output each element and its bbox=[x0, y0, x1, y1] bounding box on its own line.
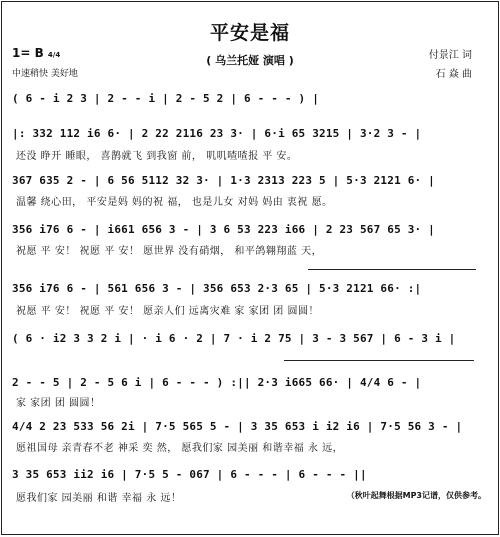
score-line-5-notes: 356 i76 6 - | 561 656 3 - | 356 653 2·3 65 | 5·3 2121 66· :| bbox=[12, 282, 422, 295]
score-line-7-notes: 2 - - 5 | 2 - 5 6 i | 6 - - - ) :|| 2·3 i665 66· | 4/4 6 - | bbox=[12, 376, 422, 389]
score-line-8-notes: 4/4 2 23 533 56 2i | 7·5 565 5 - | 3 35 653 i i2 i6 | 7·5 56 3 - | bbox=[12, 420, 463, 433]
lyricist-credit: 付景江 词 bbox=[428, 50, 472, 61]
score-line-9-notes: 3 35 653 ii2 i6 | 7·5 5 - 067 | 6 - - - | 6 - - - || bbox=[12, 468, 367, 481]
score-line-4-lyrics: 祝愿 平 安！ 祝愿 平 安！ 愿世界 没有硝烟， 和平鸽翱翔蓝 天， bbox=[16, 246, 323, 257]
key-value: 1= B bbox=[12, 46, 44, 60]
score-line-1-notes: ( 6 - i 2 3 | 2 - - i | 2 - 5 2 | 6 - - - ) | bbox=[12, 92, 320, 105]
score-line-2-notes: |: 332 112 i6 6· | 2 22 2116 23 3· | 6·i 65 3215 | 3·2 3 - | bbox=[12, 127, 422, 140]
tempo-marking: 中速稍快 美好地 bbox=[12, 69, 78, 79]
volta-2-line bbox=[284, 360, 474, 361]
score-line-6-notes: ( 6 · i2 3 3 2 i | · i 6 · 2 | 7 · i 2 75 | 3 - 3 567 | 6 - 3 i | bbox=[12, 332, 456, 345]
score-line-7-lyrics: 家 家团 团 圆圆！ bbox=[16, 398, 101, 409]
transcription-footnote: （秋叶起舞根据MP3记谱，仅供参考。 bbox=[346, 491, 486, 500]
performer-line: ( 乌兰托娅 演唱 ) bbox=[206, 54, 294, 67]
song-title: 平安是福 bbox=[209, 22, 290, 44]
time-signature: 4/4 bbox=[47, 51, 61, 59]
score-line-8-lyrics: 愿祖国母 亲青春不老 神采 奕 然， 愿我们家 园美丽 和谐幸福 永 远， bbox=[16, 443, 344, 454]
score-line-5-lyrics: 祝愿 平 安！ 祝愿 平 安！ 愿亲人们 远离灾难 家 家团 团 圆圆！ bbox=[16, 306, 319, 317]
volta-1-line bbox=[308, 269, 476, 270]
score-line-9-lyrics: 愿我们家 园美丽 和谐 幸福 永 远！ bbox=[16, 493, 182, 504]
score-line-4-notes: 356 i76 6 - | i661 656 3 - | 3 6 53 223 i66 | 2 23 567 65 3· | bbox=[12, 223, 435, 236]
score-page bbox=[1, 1, 499, 535]
score-line-3-notes: 367 635 2 - | 6 56 5112 32 3· | 1·3 2313 223 5 | 5·3 2121 6· | bbox=[12, 174, 435, 187]
score-line-2-lyrics: 还没 睁开 睡眼， 喜鹊就飞 到我窗 前， 叽叽喳喳报 平 安。 bbox=[16, 151, 298, 162]
score-line-3-lyrics: 温馨 绕心田， 平安是妈 妈的祝 福， 也是儿女 对妈 妈由 衷祝 愿。 bbox=[16, 197, 333, 208]
composer-credit: 石 焱 曲 bbox=[435, 69, 472, 80]
